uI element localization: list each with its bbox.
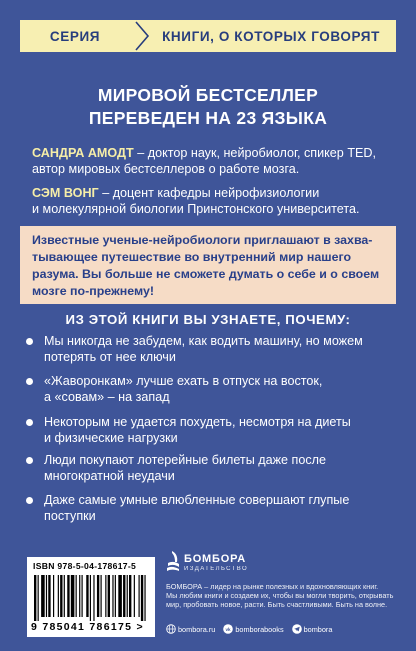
- social-link-text: bomborabooks: [235, 624, 284, 634]
- highlight-line: Известные ученые-нейробиологи приглашают в захва-: [32, 233, 373, 247]
- list-item: [24, 492, 400, 524]
- about-line: мир, пробовать новое, расти. Быть счастливыми. Быть на волне.: [166, 600, 388, 609]
- author-bio: [32, 145, 392, 177]
- social-link-vk[interactable]: [223, 624, 283, 634]
- list-item-text: и физические нагрузки: [44, 431, 178, 445]
- series-label: СЕРИЯ: [49, 28, 101, 44]
- bullet-icon: [26, 457, 33, 464]
- barcode-box: [27, 557, 155, 637]
- social-link-telegram[interactable]: [292, 624, 333, 634]
- social-link-text: bombora: [303, 624, 333, 634]
- highlight-box: [20, 226, 396, 304]
- author-description: и молекулярной биологии Принстонского университета.: [32, 202, 360, 216]
- headline-line: МИРОВОЙ БЕСТСЕЛЛЕР: [97, 85, 319, 105]
- bullet-icon: [26, 419, 33, 426]
- headline-line: ПЕРЕВЕДЕН НА 23 ЯЗЫКА: [88, 108, 328, 128]
- about-line: БОМБОРА – лидер на рынке полезных и вдохновляющих книг.: [166, 582, 379, 591]
- list-item: [24, 452, 400, 484]
- headline: [0, 84, 416, 130]
- list-item-text: поступки: [44, 509, 96, 523]
- list-item-text: многократной неудачи: [44, 469, 175, 483]
- publisher-subtitle: ИЗДАТЕЛЬСТВО: [184, 566, 249, 572]
- author-name: САНДРА АМОДТ: [32, 146, 134, 160]
- about-line: Мы любим книги и создаем их, чтобы вы могли творить, открывать: [166, 591, 394, 600]
- bullet-icon: [26, 338, 33, 345]
- social-links: [166, 624, 332, 634]
- series-banner: [20, 20, 396, 52]
- highlight-line: разума. Вы больше не сможете думать о себе и о своем: [32, 267, 380, 281]
- author-description: – доцент кафедры нейрофизиологии: [98, 186, 320, 200]
- bombora-logo-icon: [166, 550, 180, 572]
- list-item-text: «Жаворонкам» лучше ехать в отпуск на восток,: [44, 374, 323, 388]
- social-link-text: bombora.ru: [178, 624, 216, 634]
- list-item-text: потерять от нее ключи: [44, 350, 176, 364]
- publisher-name: БОМБОРА: [184, 553, 247, 565]
- learn-title: ИЗ ЭТОЙ КНИГИ ВЫ УЗНАЕТЕ, ПОЧЕМУ:: [65, 312, 351, 327]
- list-item: [24, 373, 400, 405]
- barcode-number: 9 785041 786175 >: [31, 621, 144, 633]
- vk-icon: [223, 624, 233, 634]
- barcode-icon: [33, 575, 149, 621]
- highlight-line: мозге по-прежнему!: [32, 284, 155, 298]
- author-description: – доктор наук, нейробиолог, спикер TED,: [133, 146, 377, 160]
- bullet-icon: [26, 378, 33, 385]
- isbn: ISBN 978-5-04-178617-5: [33, 561, 137, 571]
- author-description: автор мировых бестселлеров о работе мозга.: [32, 162, 300, 176]
- list-item-text: Даже самые умные влюбленные совершают глупые: [44, 493, 350, 507]
- author-bio: [32, 185, 392, 217]
- list-item-text: Некоторым не удается похудеть, несмотря на диеты: [44, 415, 351, 429]
- chevron-right-icon: [130, 20, 154, 52]
- list-item-text: а «совам» – на запад: [44, 390, 170, 404]
- author-name: СЭМ ВОНГ: [32, 186, 99, 200]
- highlight-line: тывающее путешествие во внутренний мир нашего: [32, 250, 352, 264]
- series-title: КНИГИ, О КОТОРЫХ ГОВОРЯТ: [162, 28, 380, 44]
- list-item-text: Мы никогда не забудем, как водить машину, но можем: [44, 334, 363, 348]
- list-item: [24, 333, 400, 365]
- telegram-icon: [292, 624, 302, 634]
- globe-icon: [166, 624, 176, 634]
- learn-list: [24, 333, 400, 524]
- social-link-website[interactable]: [166, 624, 215, 634]
- bullet-icon: [26, 497, 33, 504]
- publisher-about: [166, 582, 398, 609]
- list-item-text: Люди покупают лотерейные билеты даже после: [44, 453, 326, 467]
- svg-text:vk: vk: [225, 626, 231, 632]
- list-item: [24, 414, 400, 446]
